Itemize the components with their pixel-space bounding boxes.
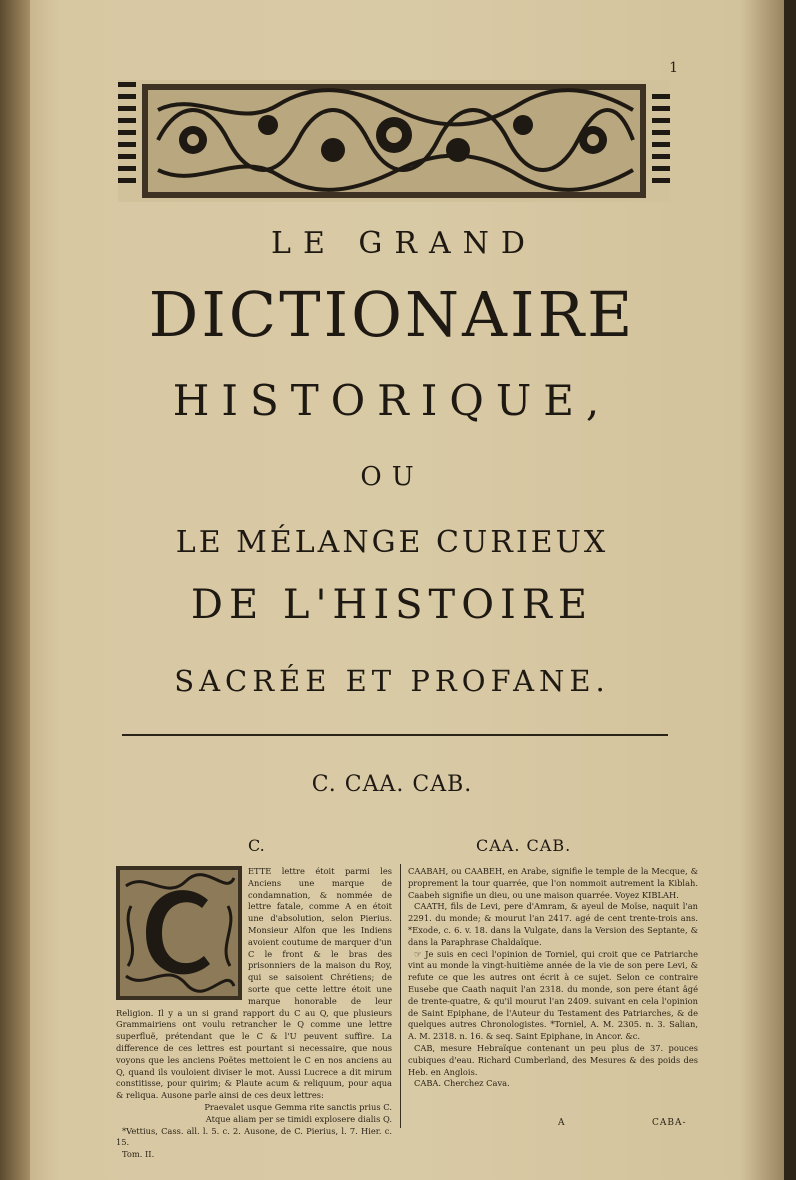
right-column-heading: CAA. CAB. <box>476 836 572 855</box>
title-line-3: HISTORIQUE, <box>172 376 612 425</box>
catchword: CABA- <box>652 1118 687 1128</box>
column-divider <box>400 864 401 1128</box>
left-paragraph-3: Atque aliam per se timidi explosere dialis Q. <box>205 1113 392 1124</box>
right-paragraph-4: CAB, mesure Hebraïque contenant un peu plus de 37. pouces cubiques d'eau. Richard Cumberland, des Mesures & des poids des Heb. en Anglois. <box>408 1042 698 1077</box>
right-paragraph-1: CAABAH, ou CAABEH, en Arabe, signifie le temple de la Mecque, & proprement la tour quarrée, que l'on nommoit autrement la Kiblah. Caabeh signifie un dieu, ou une maison quarrée. Voyez KIBLAH. <box>408 866 698 900</box>
right-column-text <box>408 866 698 1128</box>
section-heading: C. CAA. CAB. <box>311 772 473 797</box>
left-paragraph-2: Praevalet usque Gemma rite sanctis prius C. <box>204 1101 392 1112</box>
right-paragraph-5: CABA. Cherchez Cava. <box>414 1078 510 1089</box>
left-paragraph-1: ETTE lettre étoit parmi les Anciens une marque de condamnation, & nommée de lettre fatale, comme A en étoit une d'absolution, selon Pierius. Monsieur Alfon que les Indiens avoient coutume de marquer d'un C le front & le bras des prisonniers de la maison du Roy, qui se saisoient Chrétiens; de sorte que cette lettre étoit une marque honorable de leur Religion. Il y a un si grand rapport du C au Q, que plusieurs Grammairiens ont voulu retrancher le Q comme une lettre superfluë, prétendant que le C & l'U peuvent suffire. La difference de ces lettres est pourtant si necessaire, que nous voyons que les anciens Poëtes mettoient le C en nos anciens au Q, quand ils vouloient diviser le mot. Aussi Lucrece a dit mirum constitisse, pour quirim; & Plaute acum & reliquum, pour aqua & reliqua. Ausone parle ainsi de ces deux lettres: <box>116 866 392 1101</box>
horizontal-rule <box>122 734 668 736</box>
title-line-2: DICTIONAIRE <box>148 278 636 351</box>
title-line-6: DE L'HISTOIRE <box>190 582 594 628</box>
ornamental-initial-c-icon <box>116 866 242 1000</box>
left-column-heading: C. <box>248 836 265 855</box>
ornamental-headpiece <box>118 80 670 202</box>
right-paragraph-2: CAATH, fils de Levi, pere d'Amram, & ayeul de Moïse, naquit l'an 2291. du monde; & mourut l'an 2417. agé de cent trente-trois ans. *Exode, c. 6. v. 18. dans la Vulgate, dans la Version des Septante, & dans la Paraphrase Chaldaïque. <box>408 901 698 947</box>
title-line-4: OU <box>360 462 424 492</box>
title-line-5: LE MÉLANGE CURIEUX <box>175 525 609 560</box>
left-paragraph-4: *Vettius, Cass. all. l. 5. c. 2. Ausone, de C. Pierius, l. 7. Hier. c. 15. <box>116 1125 392 1148</box>
page-number: 1 <box>669 60 678 76</box>
title-line-7: SACRÉE ET PROFANE. <box>174 664 610 698</box>
right-paragraph-3: ☞ Je suis en ceci l'opinion de Torniel, qui croit que ce Patriarche vint au monde la vingt-huitième année de la vie de son pere Levi, & refute ce que les autres ont écrit à ce sujet. Selon ce contraire Eusebe que Caath naquit l'an 2318. du monde, son pere étant âgé de trente-quatre, & qu'il mourut l'an 2409. suivant en cela l'opinion de Saint Epiphane, de l'Auteur du Testament des Patriarches, & de quelques autres Chronologistes. *Torniel, A. M. 2305. n. 3. Salian, A. M. 2318. n. 16. & seq. Saint Epiphane, in Ancor. &c. <box>408 948 698 1042</box>
title-line-1: LE GRAND <box>271 226 537 261</box>
left-column-text <box>116 866 392 1160</box>
signature-mark: A <box>558 1118 565 1128</box>
left-paragraph-5: Tom. II. <box>122 1149 155 1160</box>
